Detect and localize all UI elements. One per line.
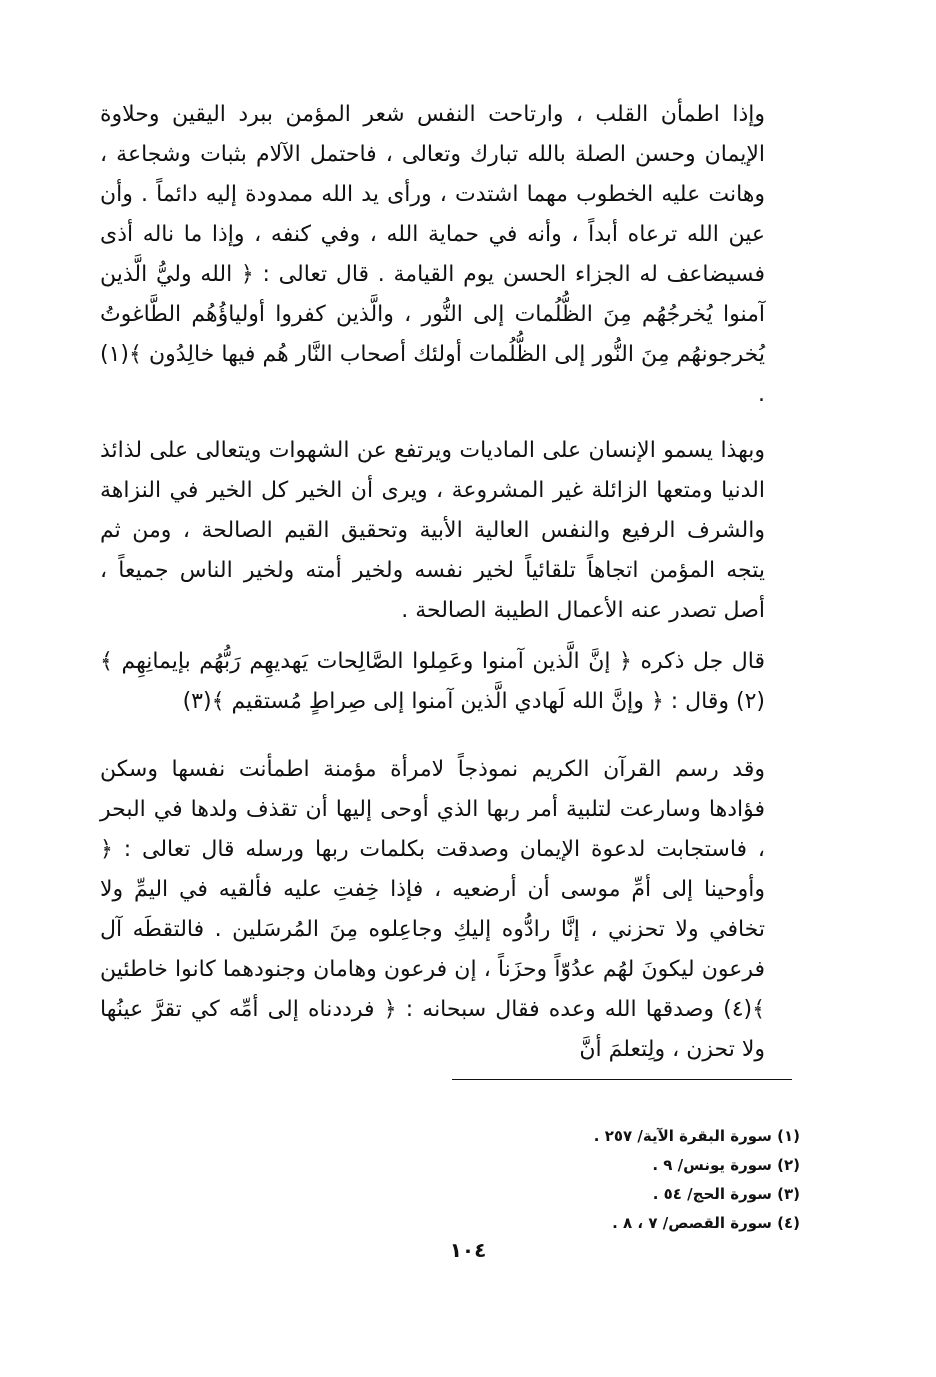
page-number: ١٠٤	[449, 1238, 487, 1262]
paragraph-text: قال جل ذكره ﴿ إنَّ الَّذين آمنوا وعَمِلوا الصَّالِحات يَهديهِم رَبُّهُم بإيمانِهِم ﴾(٢) وقال : ﴿ وإنَّ الله لَهادي الَّذين آمنوا إلى صِراطٍ مُستقيم ﴾(٣)	[100, 649, 765, 714]
paragraph-text: وبهذا يسمو الإنسان على الماديات ويرتفع عن الشهوات ويتعالى على لذائذ الدنيا ومتعها الزائلة غير المشروعة ، ويرى أن الخير كل الخير في النزاهة والشرف الرفيع والنفس العالية الأبية وتحقيق القيم الصالحة ، ومن ثم يتجه المؤمن اتجاهاً تلقائياً لخير نفسه ولخير أمته ولخير الناس جميعاً ، أصل تصدر عنه الأعمال الطيبة الصالحة .	[100, 438, 765, 623]
footnote-1: (١) سورة البقرة الآية/ ٢٥٧ .	[593, 1127, 800, 1145]
paragraph-text: وقد رسم القرآن الكريم نموذجاً لامرأة مؤمنة اطمأنت نفسها وسكن فؤادها وسارعت لتلبية أمر ربها الذي أوحى إليها أن تقذف ولدها في البحر ، فاستجابت لدعوة الإيمان وصدقت بكلمات ربها ورسله قال تعالى : ﴿ وأوحينا إلى أمِّ موسى أن أرضعيه ، فإذا خِفتِ عليه فألقيه في اليمِّ ولا تخافي ولا تحزني ، إنَّا رادُّوه إليكِ وجاعِلوه مِنَ المُرسَلين . فالتقطَه آل فرعون ليكونَ لهُم عدُوّاً وحزَناً ، إن فرعون وهامان وجنودهما كانوا خاطئين ﴾(٤) وصدقها الله وعده فقال سبحانه : ﴿ فرددناه إلى أمِّه كي تقرَّ عينُها ولا تحزن ، ولِتعلمَ أنَّ	[100, 757, 765, 1062]
paragraph-text: وإذا اطمأن القلب ، وارتاحت النفس شعر المؤمن ببرد اليقين وحلاوة الإيمان وحسن الصلة بالله تبارك وتعالى ، فاحتمل الآلام بثبات وشجاعة ، وهانت عليه الخطوب مهما اشتدت ، ورأى يد الله ممدودة إليه دائماً . وأن عين الله ترعاه أبداً ، وأنه في حماية الله ، وفي كنفه ، وإذا ما ناله أذى فسيضاعف له الجزاء الحسن يوم القيامة . قال تعالى : ﴿ الله وليُّ الَّذين آمنوا يُخرجُهُم مِنَ الظُّلُمات إلى النُّور ، والَّذين كفروا أولياؤُهُم الطَّاغوتُ يُخرجونهُم مِنَ النُّور إلى الظُّلُمات أولئك أصحاب النَّار هُم فيها خالِدُون ﴾(١) .	[100, 102, 765, 407]
footnote-4: (٤) سورة القصص/ ٧ ، ٨ .	[612, 1214, 800, 1232]
body-paragraph-4	[100, 750, 765, 1070]
body-paragraph-2	[100, 431, 765, 631]
footnote-3: (٣) سورة الحج/ ٥٤ .	[652, 1185, 800, 1203]
footnote-2: (٢) سورة يونس/ ٩ .	[652, 1156, 800, 1174]
footnote-separator	[452, 1079, 792, 1080]
footnotes	[594, 1122, 800, 1238]
body-paragraph-1	[100, 95, 765, 415]
body-paragraph-3	[100, 642, 765, 722]
